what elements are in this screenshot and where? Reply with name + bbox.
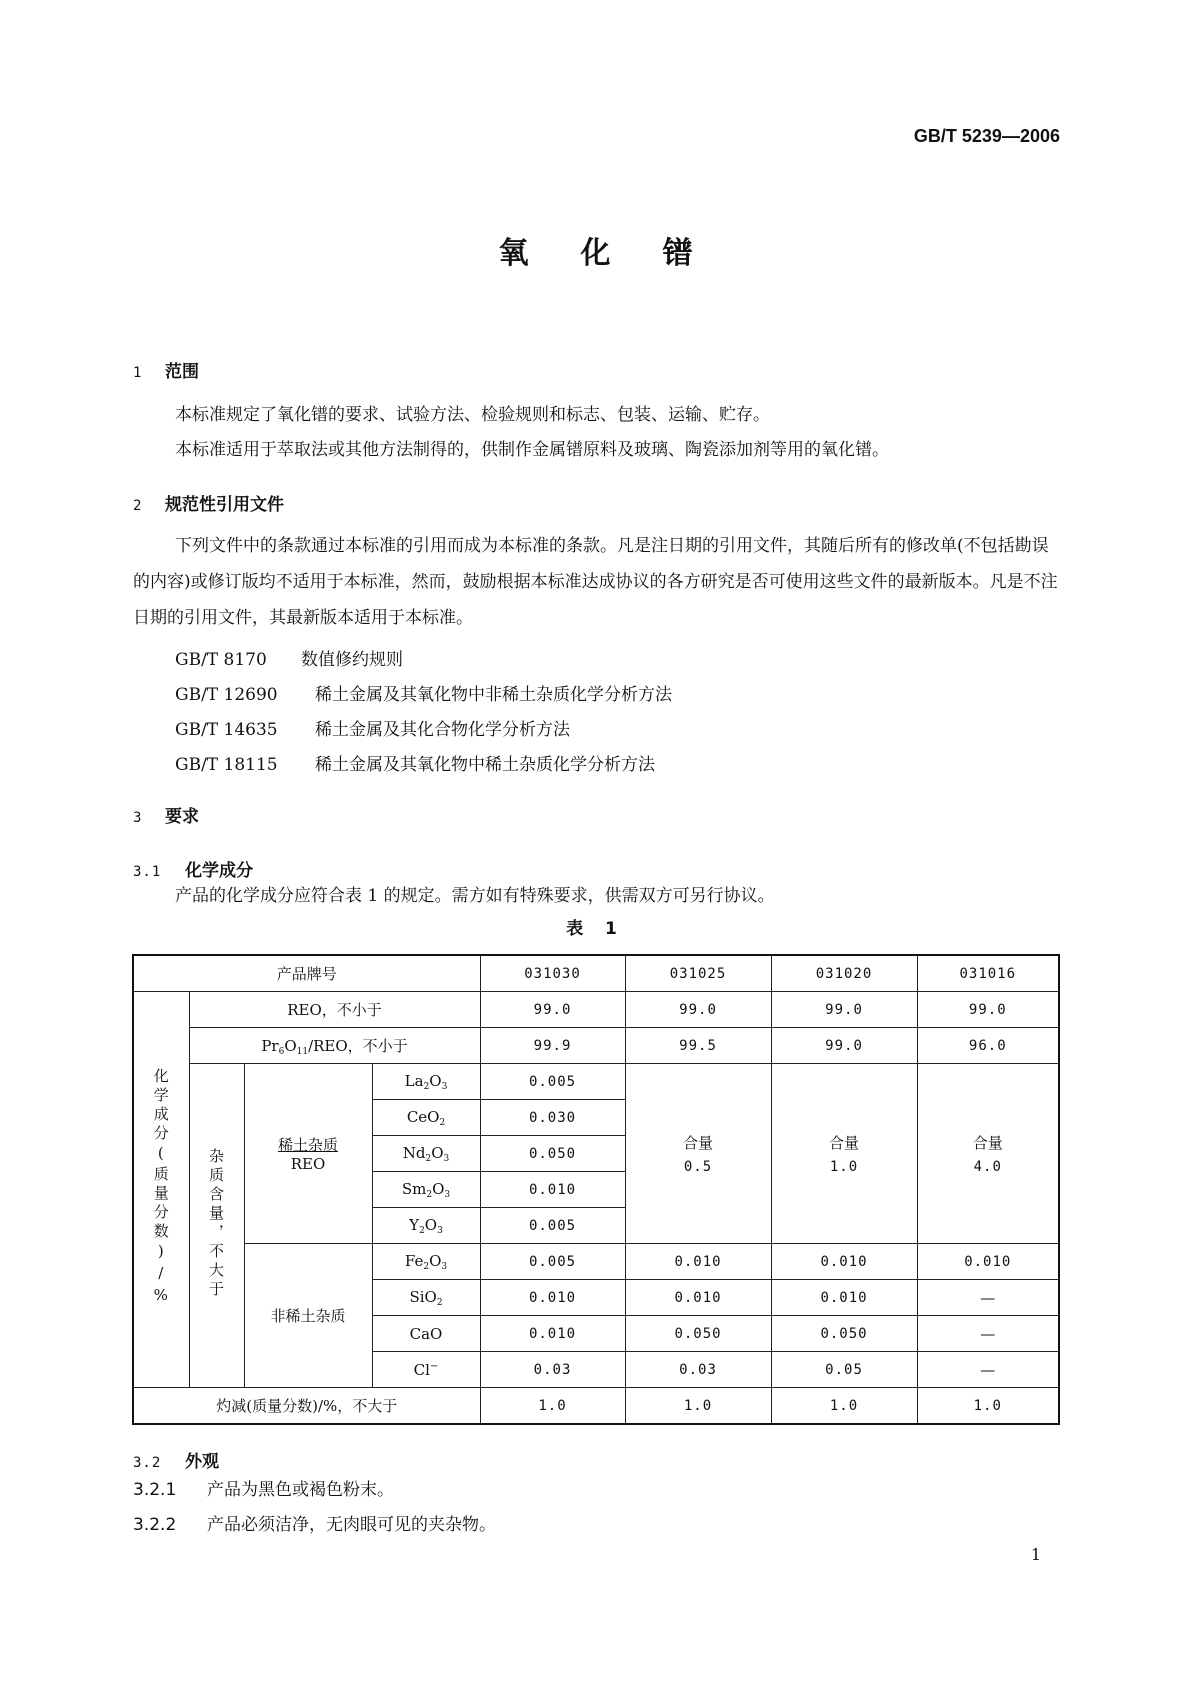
reference-code: GB/T 8170: [175, 650, 267, 670]
cell-value: 0.010: [480, 1280, 625, 1316]
row-label: $Pr_6O_{11}$/REO，不小于: [189, 1028, 480, 1064]
row-label: REO，不小于: [189, 992, 480, 1028]
reference-code: GB/T 18115: [175, 755, 278, 775]
cell-value: 0.010: [625, 1244, 771, 1280]
section-title: 外观: [185, 1452, 219, 1472]
clause-number: 3.2.2: [133, 1515, 177, 1535]
cell-value: 96.0: [917, 1028, 1059, 1064]
table-row: [133, 992, 1059, 1028]
cell-value: 0.005: [480, 1208, 625, 1244]
section-title: 化学成分: [185, 861, 253, 881]
section-3-1-paragraph: 产品的化学成分应符合表 1 的规定。需方如有特殊要求，供需双方可另行协议。: [175, 886, 775, 906]
reference-code: GB/T 14635: [175, 720, 278, 740]
header-brand: 031020: [771, 955, 917, 992]
section-number: 3.1: [133, 864, 162, 880]
section-2-paragraph: 下列文件中的条款通过本标准的引用而成为本标准的条款。凡是注日期的引用文件，其随后所有的修改单(不包括勘误的内容)或修订版均不适用于本标准，然而，鼓励根据本标准达成协议的各方研究是否可使用这些文件的最新版本。凡是不注日期的引用文件，其最新版本适用于本标准。: [133, 536, 1058, 628]
cell-value: 0.005: [480, 1064, 625, 1100]
cell-value: 99.0: [625, 992, 771, 1028]
compound-cell: $Fe_2O_3$: [372, 1244, 480, 1280]
cell-value: 1.0: [771, 1388, 917, 1425]
cell-value: 99.9: [480, 1028, 625, 1064]
cell-value: 1.0: [625, 1388, 771, 1425]
cell-value: 0.03: [625, 1352, 771, 1388]
cell-value: 0.010: [917, 1244, 1059, 1280]
reference-title: 稀土金属及其氧化物中非稀土杂质化学分析方法: [315, 685, 672, 705]
section-number: 3: [133, 810, 143, 826]
reference-item: [175, 715, 570, 740]
total-cell: 合量 4.0: [917, 1064, 1059, 1244]
cell-value: 99.0: [917, 992, 1059, 1028]
reference-code: GB/T 12690: [175, 685, 278, 705]
reference-title: 数值修约规则: [301, 650, 403, 670]
section-2-heading: [133, 490, 284, 515]
cell-value: 99.0: [771, 992, 917, 1028]
cell-value: 0.050: [771, 1316, 917, 1352]
section-number: 2: [133, 498, 143, 514]
side-label-cell: [133, 992, 189, 1388]
table-row: [133, 955, 1059, 992]
cell-value: 0.050: [625, 1316, 771, 1352]
cell-value: —: [917, 1352, 1059, 1388]
re-impurity-label: 稀土杂质 REO: [244, 1064, 372, 1244]
cell-value: 1.0: [917, 1388, 1059, 1425]
cell-value: 99.5: [625, 1028, 771, 1064]
section-3-heading: [133, 802, 199, 827]
compound-cell: $Sm_2O_3$: [372, 1172, 480, 1208]
table-row: [133, 1244, 1059, 1280]
section-title: 规范性引用文件: [165, 495, 284, 515]
reference-item: [175, 680, 672, 705]
cell-value: —: [917, 1280, 1059, 1316]
section-3-2-2: [133, 1507, 496, 1543]
clause-text: 产品必须洁净，无肉眼可见的夹杂物。: [207, 1515, 496, 1535]
row-label: 灼减(质量分数)/%，不大于: [133, 1388, 480, 1425]
total-cell: 合量 0.5: [625, 1064, 771, 1244]
table-row: [133, 1028, 1059, 1064]
cell-value: 0.010: [771, 1244, 917, 1280]
cell-value: 0.010: [480, 1172, 625, 1208]
cell-value: 0.05: [771, 1352, 917, 1388]
side-label: 化学成分(质量分数)/%: [151, 1067, 170, 1308]
clause-number: 3.2.1: [133, 1480, 177, 1500]
compound-cell: $La_2O_3$: [372, 1064, 480, 1100]
section-1-heading: [133, 357, 199, 382]
cell-value: 0.005: [480, 1244, 625, 1280]
reference-item: [175, 645, 403, 670]
section-title: 范围: [165, 362, 199, 382]
header-brand: 031016: [917, 955, 1059, 992]
composition-table: [132, 954, 1060, 1425]
section-1-paragraph-1: 本标准规定了氧化镨的要求、试验方法、检验规则和标志、包装、运输、贮存。: [175, 405, 770, 425]
cell-value: 0.010: [480, 1316, 625, 1352]
compound-cell: Cl−: [372, 1352, 480, 1388]
reference-title: 稀土金属及其化合物化学分析方法: [315, 720, 570, 740]
table-caption: 表 1: [566, 919, 625, 939]
cell-value: 0.010: [625, 1280, 771, 1316]
compound-cell: $Y_2O_3$: [372, 1208, 480, 1244]
table-row: [133, 1064, 1059, 1100]
impurity-label: 杂质含量，不大于: [207, 1147, 225, 1300]
section-title: 要求: [165, 807, 199, 827]
reference-item: [175, 750, 655, 775]
standard-number: GB/T 5239—2006: [913, 126, 1060, 146]
cell-value: 99.0: [480, 992, 625, 1028]
cell-value: 0.050: [480, 1136, 625, 1172]
section-3-2-1: [133, 1472, 394, 1508]
compound-cell: CeO$_2$: [372, 1100, 480, 1136]
cell-value: —: [917, 1316, 1059, 1352]
cell-value: 0.03: [480, 1352, 625, 1388]
cell-value: 0.010: [771, 1280, 917, 1316]
compound-cell: CaO: [372, 1316, 480, 1352]
header-brand: 031030: [480, 955, 625, 992]
header-brand-label: 产品牌号: [133, 955, 480, 992]
section-number: 3.2: [133, 1455, 162, 1471]
document-title: 氧化镨: [498, 236, 745, 271]
cell-value: 1.0: [480, 1388, 625, 1425]
section-number: 1: [133, 365, 143, 381]
cell-value: 0.030: [480, 1100, 625, 1136]
compound-cell: $Nd_2O_3$: [372, 1136, 480, 1172]
impurity-label-cell: [189, 1064, 244, 1388]
non-re-impurity-label: 非稀土杂质: [244, 1244, 372, 1388]
section-3-2-heading: [133, 1447, 219, 1472]
header-brand: 031025: [625, 955, 771, 992]
cell-value: 99.0: [771, 1028, 917, 1064]
compound-cell: SiO$_2$: [372, 1280, 480, 1316]
reference-title: 稀土金属及其氧化物中稀土杂质化学分析方法: [315, 755, 655, 775]
page-number: 1: [1030, 1545, 1041, 1564]
clause-text: 产品为黑色或褐色粉末。: [207, 1480, 394, 1500]
total-cell: 合量 1.0: [771, 1064, 917, 1244]
section-1-paragraph-2: 本标准适用于萃取法或其他方法制得的，供制作金属镨原料及玻璃、陶瓷添加剂等用的氧化镨。: [175, 440, 889, 460]
table-row: [133, 1388, 1059, 1425]
